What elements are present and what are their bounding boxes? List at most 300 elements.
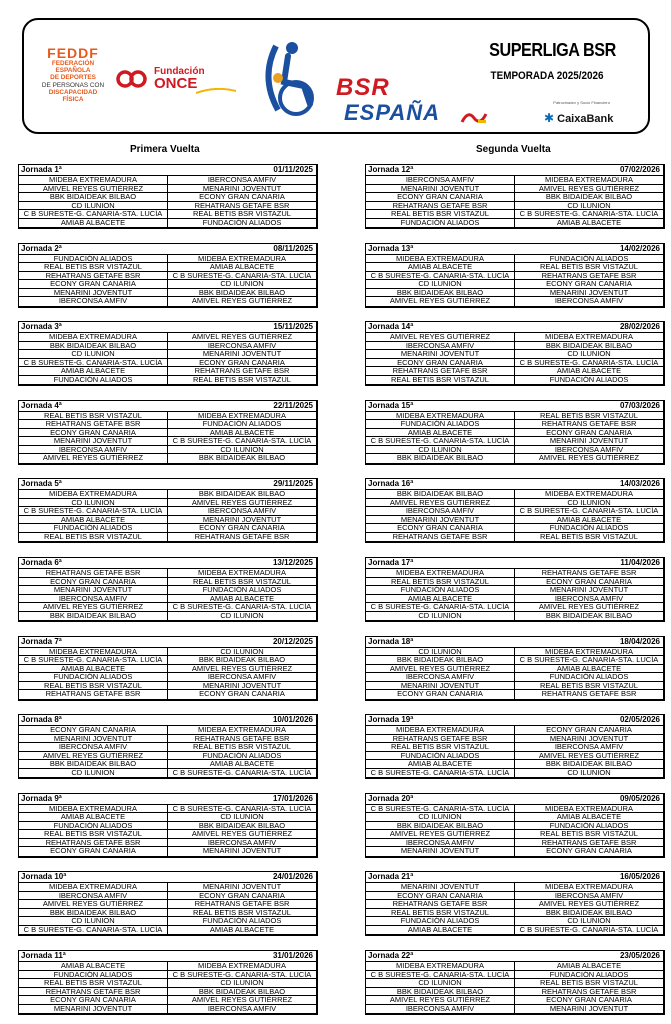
jornada-date: 09/05/2026: [619, 793, 660, 803]
home-team: REAL BETIS BSR VISTAZUL: [366, 210, 515, 218]
away-team: MIDEBA EXTREMADURA: [545, 176, 633, 184]
match-row: [366, 569, 663, 578]
away-team: ECONY GRAN CANARIA: [199, 193, 285, 201]
home-team: AMIAB ALBACETE: [366, 263, 515, 271]
season-label: TEMPORADA 2025/2026: [491, 70, 604, 82]
jornada-header: [19, 401, 316, 412]
away-team: AMIAB ALBACETE: [556, 664, 622, 673]
away-team: MENARINI JOVENTUT: [202, 350, 282, 358]
away-team: AMIAB ALBACETE: [209, 428, 275, 437]
home-team: REHATRANS GETAFE BSR: [19, 569, 168, 577]
home-team: C B SURESTE-G. CANARIA-STA. LUCÍA: [19, 926, 168, 935]
jornada-date: 13/12/2025: [272, 558, 313, 567]
home-team: IBERCONSA AMFIV: [366, 673, 515, 681]
away-team: CD ILUNION: [567, 768, 611, 777]
home-team: CD ILUNION: [19, 769, 168, 778]
match-row: [366, 996, 663, 1005]
match-row: [19, 673, 316, 682]
away-team: CD ILUNION: [220, 647, 264, 656]
away-team: C B SURESTE-G. CANARIA-STA. LUCÍA: [519, 210, 659, 218]
wheelchair-player-icon: [258, 38, 338, 122]
away-team: REHATRANS GETAFE BSR: [541, 838, 637, 847]
match-row: [19, 917, 316, 926]
sponsor-label: Patrocinador y Socio Financiero: [553, 100, 610, 105]
match-row: [19, 280, 316, 289]
match-row: [19, 760, 316, 769]
match-row: [366, 263, 663, 272]
home-team: MIDEBA EXTREMADURA: [19, 490, 168, 498]
home-team: ECONY GRAN CANARIA: [19, 429, 168, 437]
match-row: [366, 760, 663, 769]
match-row: [19, 988, 316, 997]
away-team: ECONY GRAN CANARIA: [546, 996, 632, 1004]
away-team: CD ILUNION: [567, 917, 611, 925]
jornada-date: 02/05/2026: [619, 715, 660, 725]
match-row: [366, 813, 663, 822]
match-row: [19, 297, 316, 306]
home-team: AMIVEL REYES GUTIÉRREZ: [366, 499, 515, 507]
jornada-number: Jornada 18ª: [368, 636, 414, 646]
jornada-date: 23/05/2026: [619, 951, 660, 960]
home-team: REHATRANS GETAFE BSR: [19, 690, 168, 699]
match-row: [19, 926, 316, 935]
away-team: FUNDACIÓN ALIADOS: [202, 218, 282, 227]
match-row: [366, 420, 663, 429]
away-team: IBERCONSA AMFIV: [554, 594, 624, 602]
home-team: REAL BETIS BSR VISTAZUL: [366, 909, 515, 917]
away-team: CD ILUNION: [220, 813, 264, 821]
match-row: [19, 499, 316, 508]
home-team: FUNDACIÓN ALIADOS: [366, 586, 515, 594]
match-row: [366, 578, 663, 587]
home-team: AMIVEL REYES GUTIÉRREZ: [19, 752, 168, 760]
home-team: BBK BIDAIDEAK BILBAO: [366, 656, 515, 664]
jornada-block: [18, 793, 318, 858]
match-row: [366, 988, 663, 997]
jornada-number: Jornada 14ª: [368, 322, 414, 332]
away-team: IBERCONSA AMFIV: [554, 891, 624, 900]
away-team: C B SURESTE-G. CANARIA-STA. LUCÍA: [519, 656, 659, 664]
match-row: [366, 524, 663, 533]
away-team: IBERCONSA AMFIV: [207, 507, 277, 515]
match-row: [366, 726, 663, 735]
match-row: [366, 210, 663, 219]
away-team: MENARINI JOVENTUT: [549, 734, 629, 743]
match-row: [366, 185, 663, 194]
match-row: [366, 202, 663, 211]
away-team: MENARINI JOVENTUT: [202, 847, 282, 856]
jornada-date: 14/02/2026: [619, 243, 660, 253]
away-team: MENARINI JOVENTUT: [549, 586, 629, 594]
away-team: C B SURESTE-G. CANARIA-STA. LUCÍA: [172, 603, 312, 611]
match-row: [19, 805, 316, 814]
home-team: REAL BETIS BSR VISTAZUL: [19, 533, 168, 542]
home-team: CD ILUNION: [366, 280, 515, 288]
home-team: ECONY GRAN CANARIA: [366, 359, 515, 367]
match-row: [19, 210, 316, 219]
away-team: C B SURESTE-G. CANARIA-STA. LUCÍA: [519, 507, 659, 515]
jornada-number: Jornada 22ª: [368, 951, 414, 960]
away-team: ECONY GRAN CANARIA: [199, 358, 285, 367]
away-team: ECONY GRAN CANARIA: [546, 280, 632, 288]
home-team: BBK BIDAIDEAK BILBAO: [366, 988, 515, 996]
match-row: [366, 603, 663, 612]
away-team: REAL BETIS BSR VISTAZUL: [193, 577, 291, 585]
home-team: FUNDACIÓN ALIADOS: [366, 219, 515, 228]
jornada-date: 20/12/2025: [272, 636, 313, 646]
home-team: FUNDACIÓN ALIADOS: [19, 673, 168, 681]
jornada-number: Jornada 20ª: [368, 793, 414, 803]
home-team: AMIAB ALBACETE: [19, 962, 168, 970]
jornada-block: [365, 714, 665, 779]
away-team: AMIVEL REYES GUTIÉRREZ: [538, 603, 640, 611]
match-row: [19, 996, 316, 1005]
match-row: [366, 830, 663, 839]
away-team: AMIVEL REYES GUTIÉRREZ: [538, 751, 640, 760]
away-team: CD ILUNION: [567, 498, 611, 507]
away-team: REAL BETIS BSR VISTAZUL: [540, 263, 638, 271]
match-row: [19, 603, 316, 612]
match-row: [19, 1005, 316, 1014]
home-team: REHATRANS GETAFE BSR: [19, 988, 168, 996]
home-team: AMIAB ALBACETE: [366, 760, 515, 768]
away-team: BBK BIDAIDEAK BILBAO: [198, 490, 286, 498]
home-team: CD ILUNION: [19, 350, 168, 358]
away-team: AMIAB ALBACETE: [209, 594, 275, 602]
away-team: C B SURESTE-G. CANARIA-STA. LUCÍA: [172, 804, 312, 813]
away-team: BBK BIDAIDEAK BILBAO: [545, 193, 633, 201]
match-row: [19, 342, 316, 351]
home-team: CD ILUNION: [19, 917, 168, 925]
match-row: [366, 735, 663, 744]
home-team: REAL BETIS BSR VISTAZUL: [19, 412, 168, 420]
match-row: [19, 648, 316, 657]
match-row: [19, 272, 316, 281]
match-row: [19, 429, 316, 438]
jornada-number: Jornada 6ª: [21, 558, 62, 567]
match-row: [19, 367, 316, 376]
away-team: REHATRANS GETAFE BSR: [541, 271, 637, 280]
home-team: C B SURESTE-G. CANARIA-STA. LUCÍA: [366, 437, 515, 445]
away-team: MENARINI JOVENTUT: [549, 1004, 629, 1013]
home-team: IBERCONSA AMFIV: [19, 743, 168, 751]
home-team: REHATRANS GETAFE BSR: [366, 367, 515, 375]
jornada-header: [366, 715, 663, 726]
match-row: [366, 743, 663, 752]
match-row: [366, 752, 663, 761]
away-team: REAL BETIS BSR VISTAZUL: [540, 681, 638, 690]
jornada-header: [19, 479, 316, 490]
match-row: [19, 839, 316, 848]
match-row: [19, 743, 316, 752]
jornada-number: Jornada 17ª: [368, 558, 414, 567]
away-team: MIDEBA EXTREMADURA: [545, 490, 633, 498]
match-row: [19, 420, 316, 429]
jornada-date: 31/01/2026: [272, 951, 313, 960]
home-team: AMIVEL REYES GUTIÉRREZ: [19, 454, 168, 463]
away-team: FUNDACIÓN ALIADOS: [202, 420, 282, 428]
jornada-block: [18, 557, 318, 622]
home-team: AMIVEL REYES GUTIÉRREZ: [366, 333, 515, 341]
match-row: [19, 892, 316, 901]
away-team: IBERCONSA AMFIV: [554, 297, 624, 306]
home-team: REAL BETIS BSR VISTAZUL: [19, 263, 168, 271]
match-row: [366, 839, 663, 848]
match-row: [366, 255, 663, 264]
jornada-number: Jornada 5ª: [21, 479, 62, 489]
home-team: MENARINI JOVENTUT: [19, 289, 168, 297]
jornada-date: 24/01/2026: [272, 872, 313, 882]
jornada-block: [365, 793, 665, 858]
home-team: AMIVEL REYES GUTIÉRREZ: [366, 996, 515, 1004]
home-team: AMIAB ALBACETE: [366, 595, 515, 603]
away-team: AMIAB ALBACETE: [556, 962, 622, 970]
match-row: [366, 648, 663, 657]
match-row: [19, 333, 316, 342]
away-team: REHATRANS GETAFE BSR: [194, 734, 290, 743]
home-team: FUNDACIÓN ALIADOS: [366, 917, 515, 925]
home-team: BBK BIDAIDEAK BILBAO: [366, 289, 515, 297]
home-team: REHATRANS GETAFE BSR: [19, 420, 168, 428]
match-row: [19, 900, 316, 909]
jornada-block: [18, 400, 318, 465]
feddf-line: FÍSICA: [62, 96, 84, 104]
match-row: [19, 847, 316, 856]
match-row: [366, 926, 663, 935]
away-team: FUNDACIÓN ALIADOS: [549, 524, 629, 532]
match-row: [19, 769, 316, 778]
bsr-word: BSR: [336, 74, 390, 101]
home-team: ECONY GRAN CANARIA: [19, 578, 168, 586]
home-team: ECONY GRAN CANARIA: [19, 726, 168, 734]
home-team: FUNDACIÓN ALIADOS: [366, 752, 515, 760]
jornada-block: [18, 243, 318, 308]
away-team: REAL BETIS BSR VISTAZUL: [540, 532, 638, 541]
jornada-header: [366, 401, 663, 412]
away-team: C B SURESTE-G. CANARIA-STA. LUCÍA: [172, 970, 312, 978]
jornada-block: [18, 950, 318, 1015]
away-team: BBK BIDAIDEAK BILBAO: [545, 341, 633, 350]
match-row: [366, 193, 663, 202]
home-team: IBERCONSA AMFIV: [19, 297, 168, 306]
away-team: AMIAB ALBACETE: [556, 813, 622, 821]
away-team: IBERCONSA AMFIV: [207, 341, 277, 350]
away-team: AMIVEL REYES GUTIÉRREZ: [191, 498, 293, 507]
home-team: CD ILUNION: [366, 446, 515, 454]
match-row: [19, 883, 316, 892]
jornada-number: Jornada 13ª: [368, 243, 414, 253]
away-team: IBERCONSA AMFIV: [207, 838, 277, 847]
home-team: IBERCONSA AMFIV: [366, 507, 515, 515]
match-row: [19, 830, 316, 839]
home-team: MENARINI JOVENTUT: [366, 883, 515, 891]
match-row: [366, 656, 663, 665]
match-row: [366, 289, 663, 298]
home-team: C B SURESTE-G. CANARIA-STA. LUCÍA: [19, 359, 168, 367]
match-row: [19, 813, 316, 822]
home-team: AMIVEL REYES GUTIÉRREZ: [366, 297, 515, 306]
jornada-block: [365, 400, 665, 465]
away-team: CD ILUNION: [567, 350, 611, 358]
away-team: AMIVEL REYES GUTIÉRREZ: [191, 297, 293, 306]
jornada-date: 22/11/2025: [273, 400, 313, 410]
away-team: MENARINI JOVENTUT: [549, 288, 629, 297]
away-team: REHATRANS GETAFE BSR: [194, 201, 290, 209]
away-team: C B SURESTE-G. CANARIA-STA. LUCÍA: [519, 358, 659, 367]
match-row: [366, 437, 663, 446]
away-team: IBERCONSA AMFIV: [554, 743, 624, 751]
home-team: AMIAB ALBACETE: [19, 516, 168, 524]
home-team: REHATRANS GETAFE BSR: [366, 900, 515, 908]
match-row: [19, 962, 316, 971]
home-team: FUNDACIÓN ALIADOS: [19, 255, 168, 263]
feddf-line: ESPAÑOLA: [55, 67, 91, 75]
away-team: MIDEBA EXTREMADURA: [198, 569, 286, 577]
jornada-header: [366, 637, 663, 648]
away-team: MENARINI JOVENTUT: [202, 883, 282, 891]
away-team: REHATRANS GETAFE BSR: [541, 987, 637, 995]
match-row: [19, 185, 316, 194]
away-team: CD ILUNION: [220, 280, 264, 288]
jornada-header: [19, 951, 316, 962]
away-team: REAL BETIS BSR VISTAZUL: [540, 979, 638, 987]
away-team: REAL BETIS BSR VISTAZUL: [193, 908, 291, 917]
home-team: BBK BIDAIDEAK BILBAO: [19, 612, 168, 621]
home-team: REAL BETIS BSR VISTAZUL: [366, 376, 515, 385]
home-team: MIDEBA EXTREMADURA: [19, 883, 168, 891]
page-title: SUPERLIGA BSR: [489, 40, 616, 60]
match-row: [19, 665, 316, 674]
jornada-header: [366, 951, 663, 962]
jornada-header: [19, 322, 316, 333]
match-row: [19, 289, 316, 298]
away-team: AMIVEL REYES GUTIÉRREZ: [191, 664, 293, 673]
match-row: [19, 595, 316, 604]
home-team: BBK BIDAIDEAK BILBAO: [19, 909, 168, 917]
home-team: FUNDACIÓN ALIADOS: [19, 524, 168, 532]
away-team: REHATRANS GETAFE BSR: [541, 420, 637, 428]
feddf-mark: FEDDF: [47, 45, 99, 61]
away-team: C B SURESTE-G. CANARIA-STA. LUCÍA: [519, 925, 659, 934]
away-team: AMIAB ALBACETE: [209, 263, 275, 271]
home-team: REAL BETIS BSR VISTAZUL: [19, 830, 168, 838]
away-team: AMIVEL REYES GUTIÉRREZ: [538, 454, 640, 463]
home-team: IBERCONSA AMFIV: [366, 1005, 515, 1014]
match-row: [366, 490, 663, 499]
home-team: MIDEBA EXTREMADURA: [366, 962, 515, 970]
away-team: REHATRANS GETAFE BSR: [194, 367, 290, 375]
home-team: REHATRANS GETAFE BSR: [19, 272, 168, 280]
away-team: IBERCONSA AMFIV: [207, 673, 277, 681]
match-row: [19, 193, 316, 202]
match-row: [366, 883, 663, 892]
home-team: IBERCONSA AMFIV: [19, 595, 168, 603]
away-team: REAL BETIS BSR VISTAZUL: [193, 210, 291, 218]
away-team: MENARINI JOVENTUT: [549, 437, 629, 445]
home-team: IBERCONSA AMFIV: [366, 839, 515, 847]
segunda-vuelta-title: Segunda Vuelta: [476, 144, 551, 155]
match-row: [19, 350, 316, 359]
match-row: [19, 612, 316, 621]
home-team: FUNDACIÓN ALIADOS: [19, 971, 168, 979]
match-row: [366, 962, 663, 971]
away-team: REHATRANS GETAFE BSR: [194, 900, 290, 908]
match-row: [19, 516, 316, 525]
match-row: [366, 412, 663, 421]
match-row: [366, 333, 663, 342]
home-team: ECONY GRAN CANARIA: [19, 996, 168, 1004]
match-row: [366, 971, 663, 980]
caixabank-logo: [544, 111, 613, 125]
jornada-number: Jornada 2ª: [21, 243, 62, 253]
match-row: [366, 892, 663, 901]
jornada-date: 14/03/2026: [619, 479, 660, 489]
home-team: BBK BIDAIDEAK BILBAO: [19, 342, 168, 350]
match-row: [19, 359, 316, 368]
jornada-block: [365, 478, 665, 543]
jornada-block: [365, 950, 665, 1015]
away-team: MIDEBA EXTREMADURA: [198, 726, 286, 734]
match-row: [19, 263, 316, 272]
jornada-number: Jornada 19ª: [368, 715, 414, 725]
home-team: MIDEBA EXTREMADURA: [366, 412, 515, 420]
once-swoosh-icon: [196, 88, 236, 94]
jornada-date: 07/02/2026: [619, 165, 660, 174]
feddf-line: DE PERSONAS CON: [41, 81, 105, 89]
jornada-number: Jornada 8ª: [21, 715, 62, 725]
away-team: MIDEBA EXTREMADURA: [198, 254, 286, 263]
away-team: FUNDACIÓN ALIADOS: [202, 917, 282, 925]
match-row: [19, 412, 316, 421]
away-team: BBK BIDAIDEAK BILBAO: [198, 454, 286, 463]
away-team: MIDEBA EXTREMADURA: [198, 962, 286, 970]
home-team: MIDEBA EXTREMADURA: [19, 176, 168, 184]
jornada-date: 07/03/2026: [619, 400, 660, 410]
home-team: MENARINI JOVENTUT: [366, 350, 515, 358]
away-team: MENARINI JOVENTUT: [202, 515, 282, 524]
match-row: [366, 516, 663, 525]
home-team: AMIAB ALBACETE: [19, 665, 168, 673]
jornada-header: [366, 165, 663, 176]
match-row: [19, 569, 316, 578]
match-row: [19, 578, 316, 587]
match-row: [366, 280, 663, 289]
match-row: [366, 917, 663, 926]
away-team: AMIAB ALBACETE: [209, 925, 275, 934]
match-row: [19, 507, 316, 516]
away-team: CD ILUNION: [567, 201, 611, 209]
jornada-block: [18, 321, 318, 386]
jornada-header: [19, 244, 316, 255]
match-row: [366, 979, 663, 988]
jornada-block: [365, 164, 665, 229]
away-team: AMIAB ALBACETE: [556, 367, 622, 375]
home-team: ECONY GRAN CANARIA: [366, 193, 515, 201]
jornada-number: Jornada 10ª: [21, 872, 67, 882]
primera-vuelta-title: Primera Vuelta: [130, 144, 200, 155]
away-team: BBK BIDAIDEAK BILBAO: [198, 656, 286, 664]
home-team: CD ILUNION: [19, 202, 168, 210]
feddf-line: FEDERACIÓN: [51, 60, 95, 67]
match-row: [19, 682, 316, 691]
away-team: AMIVEL REYES GUTIÉRREZ: [191, 830, 293, 838]
away-team: C B SURESTE-G. CANARIA-STA. LUCÍA: [172, 437, 312, 445]
home-team: MIDEBA EXTREMADURA: [366, 726, 515, 734]
match-row: [366, 595, 663, 604]
away-team: ECONY GRAN CANARIA: [199, 524, 285, 532]
jornada-header: [366, 244, 663, 255]
match-row: [366, 342, 663, 351]
